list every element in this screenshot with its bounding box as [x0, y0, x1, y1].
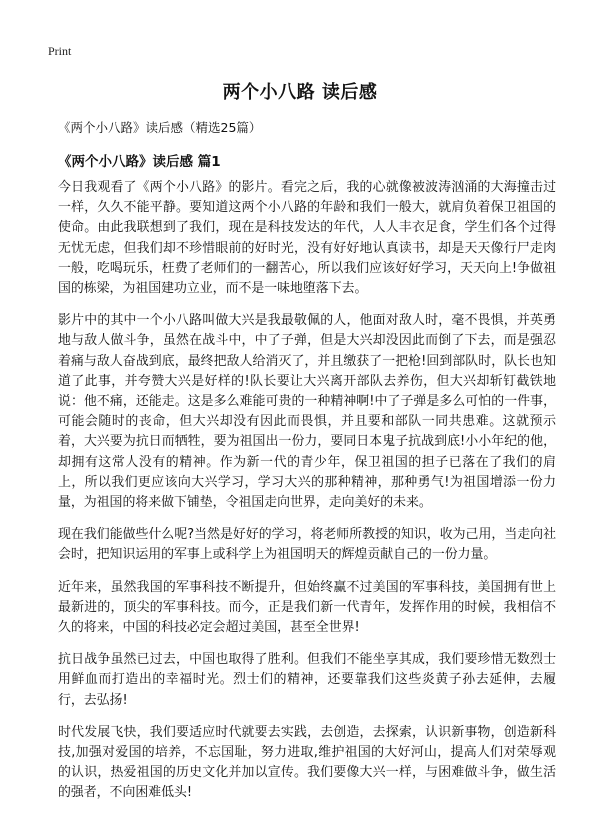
- print-link[interactable]: Print: [48, 44, 72, 58]
- paragraph: 时代发展飞快，我们要适应时代就要去实践，去创造，去探索，认识新事物，创造新科技,加强对爱国的培养，不忘国耻，努力进取,维护祖国的大好河山，提高人们对荣辱观的认识，热爱祖国的历史文化并加以宣传。我们要像大兴一样，与困难做斗争，做生活的强者，不向困难低头!: [58, 724, 556, 801]
- section-heading: 《两个小八路》读后感 篇1: [58, 154, 221, 170]
- document-subtitle: 《两个小八路》读后感（精选25篇）: [58, 120, 262, 135]
- paragraph: 近年来，虽然我国的军事科技不断提升，但始终赢不过美国的军事科技，美国拥有世上最新进的，顶尖的军事科技。而今，正是我们新一代青年，发挥作用的时候，我相信不久的将来，中国的科技必定会超过美国，甚至全世界!: [58, 579, 556, 636]
- page-title: 两个小八路 读后感: [222, 82, 378, 103]
- article-body: [58, 178, 556, 816]
- paragraph: 今日我观看了《两个小八路》的影片。看完之后，我的心就像被波涛汹涌的大海撞击过一样，久久不能平静。要知道这两个小八路的年龄和我们一般大，就肩负着保卫祖国的使命。由此我联想到了我们，现在是科技发达的年代，人人丰衣足食，学生们各个过得无忧无虑，但我们却不珍惜眼前的好时光，没有好好地认真读书，却是天天像行尸走肉一般，吃喝玩乐，枉费了老师们的一翻苦心，所以我们应该好好学习，天天向上!争做祖国的栋梁，为祖国建功立业，而不是一味地堕落下去。: [58, 180, 556, 297]
- paragraph: 影片中的其中一个小八路叫做大兴是我最敬佩的人，他面对敌人时，毫不畏惧，并英勇地与敌人做斗争，虽然在战斗中，中了子弹，但是大兴却没因此而倒了下去，而是强忍着痛与敌人奋战到底，最终把敌人给消灭了，并且缴获了一把枪!回到部队时，队长也知道了此事，并夸赞大兴是好样的!队长要让大兴离开部队去养伤，但大兴却斩钉截铁地说：他不痛，还能走。这是多么难能可贵的一种精神啊!中了子弹是多么可怕的一件事，可能会随时的丧命，但大兴却没有因此而畏惧，并且要和部队一同共患难。这就预示着，大兴要为抗日而牺牲，要为祖国出一份力，要同日本鬼子抗战到底!小小年纪的他，却拥有这常人没有的精神。作为新一代的青少年，保卫祖国的担子已落在了我们的肩上，所以我们更应该向大兴学习，学习大兴的那种精神，那种勇气!为祖国增添一份力量，为祖国的将来做下铺垫，令祖国走向世界，走向美好的未来。: [58, 313, 556, 511]
- paragraph: 抗日战争虽然已过去，中国也取得了胜利。但我们不能坐享其成，我们要珍惜无数烈士用鲜血而打造出的幸福时光。烈士们的精神，还要靠我们这些炎黄子孙去延伸，去履行，去弘扬!: [58, 652, 556, 708]
- paragraph: 现在我们能做些什么呢?当然是好好的学习，将老师所教授的知识，收为己用，当走向社会时，把知识运用的军事上或科学上为祖国明天的辉煌贡献自己的一份力量。: [58, 527, 556, 563]
